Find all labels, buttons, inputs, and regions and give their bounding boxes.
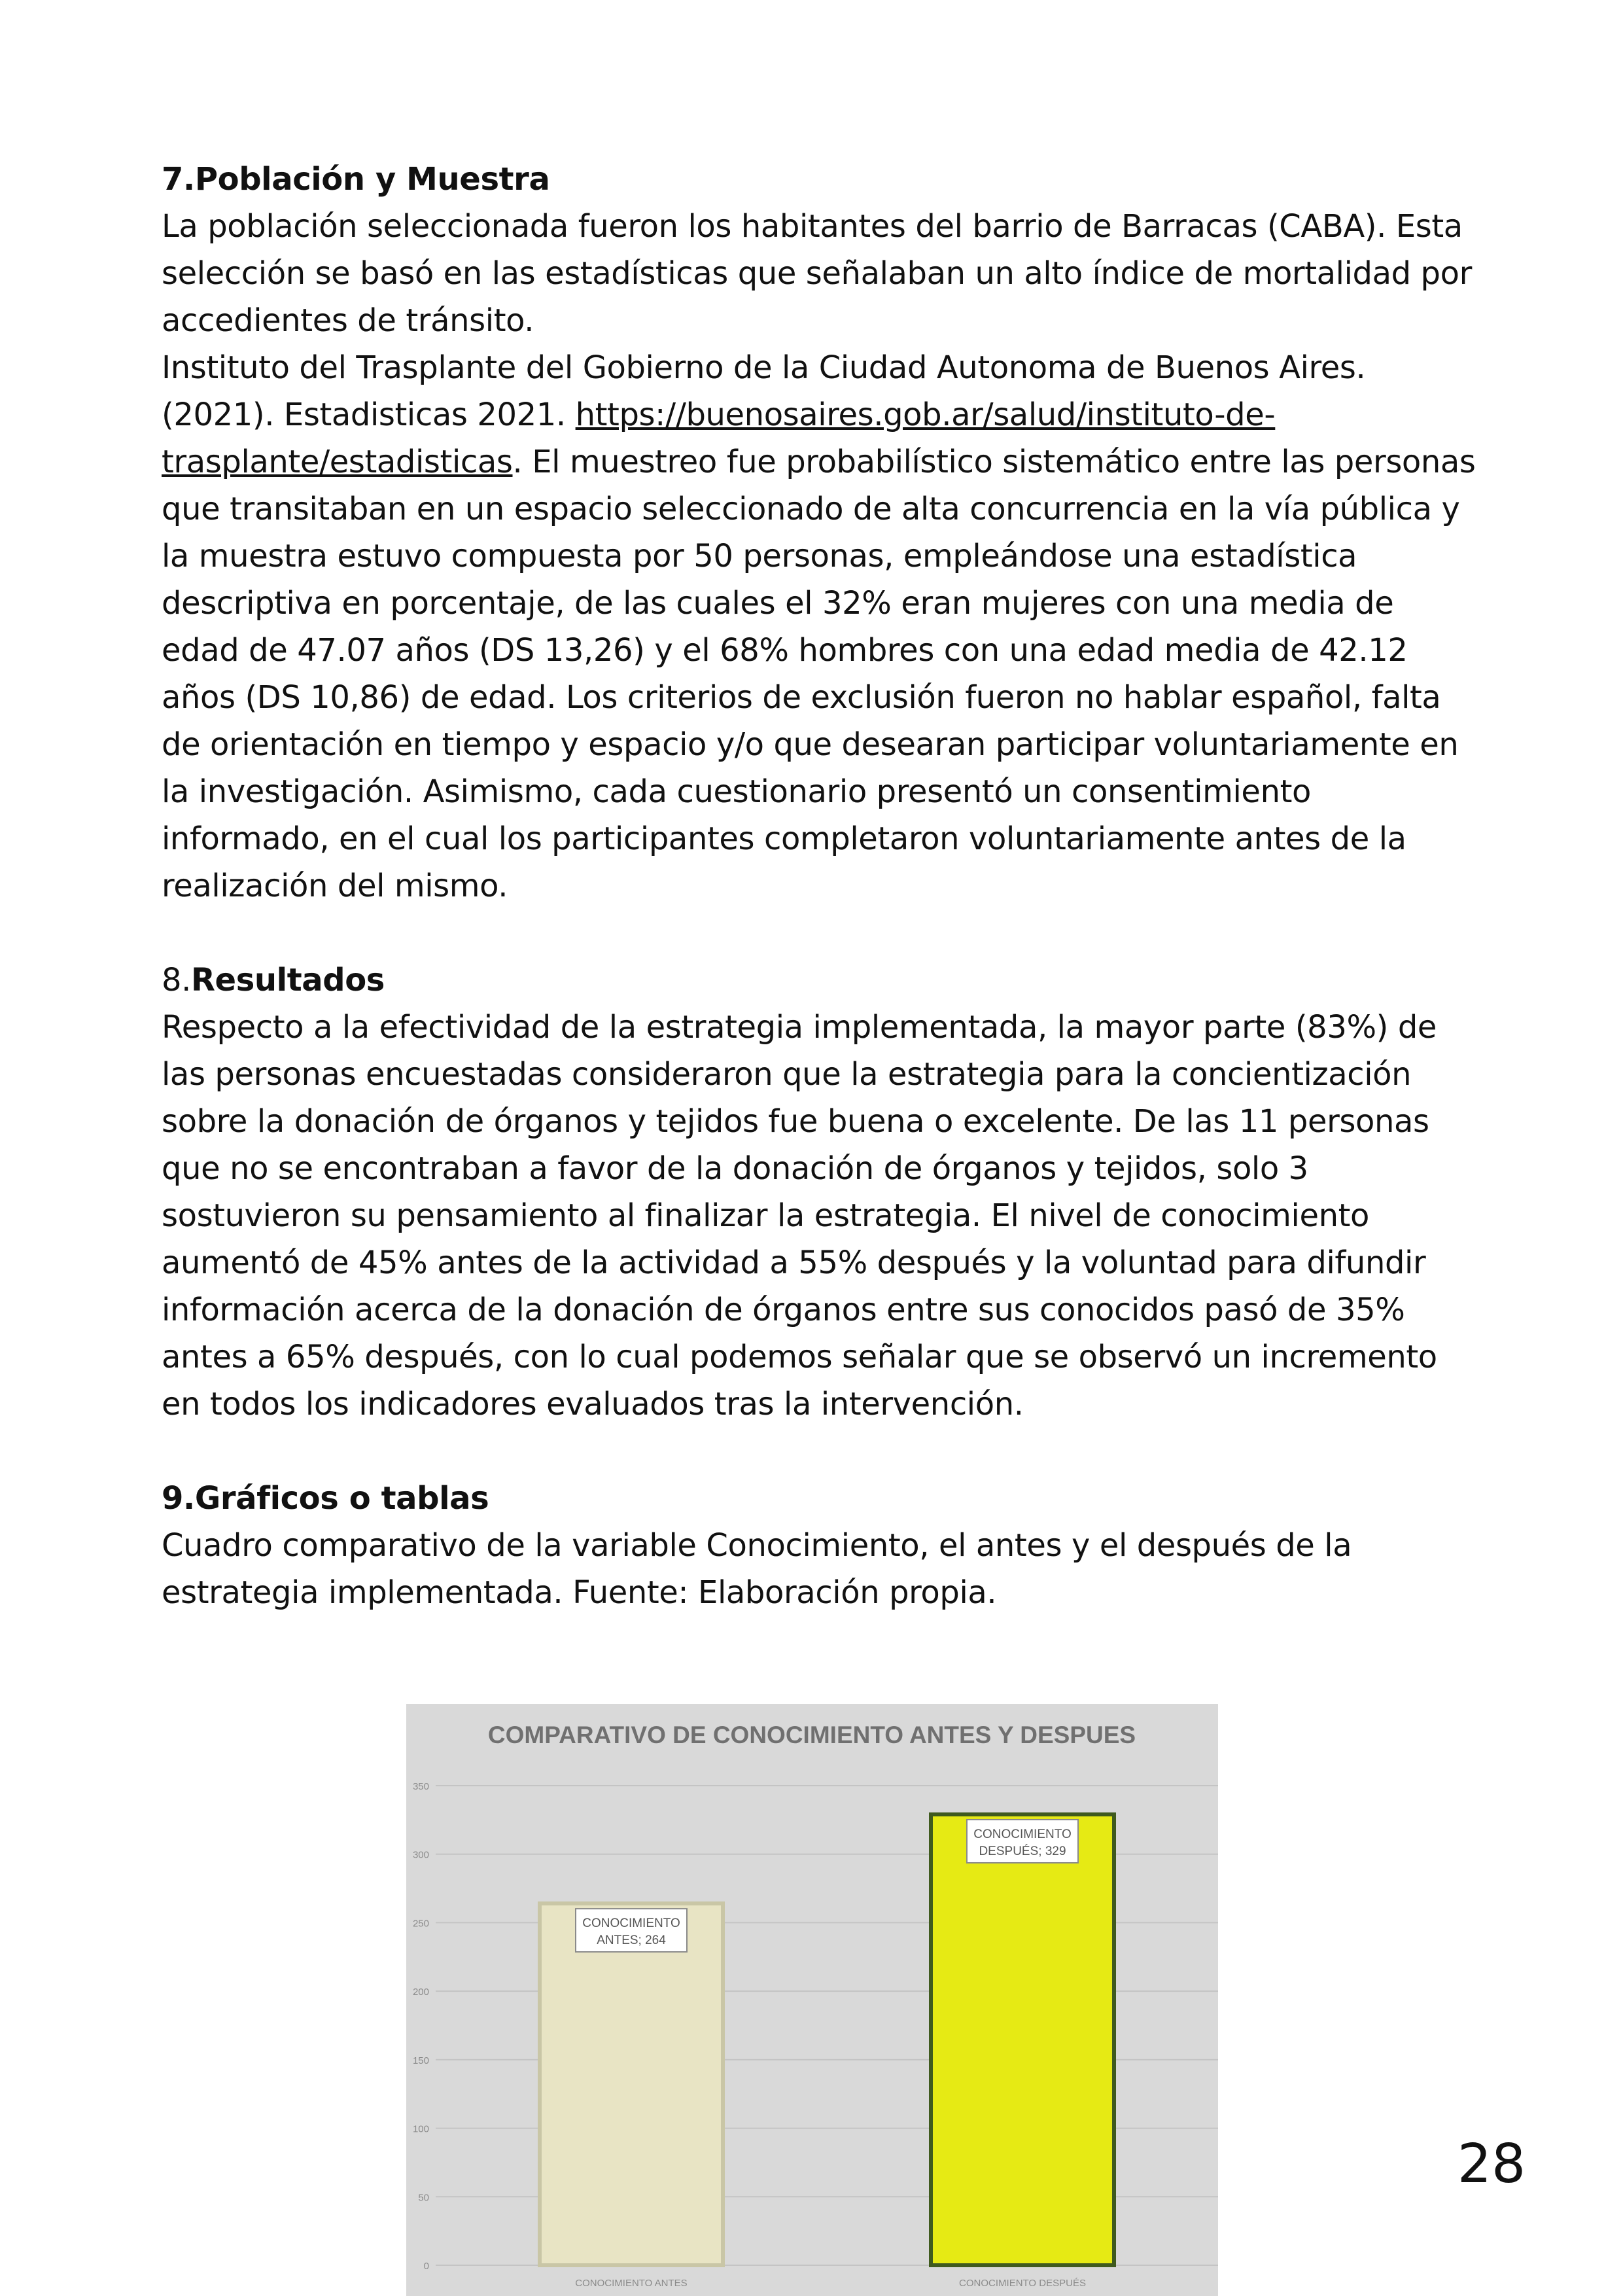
page-number: 28: [1457, 2133, 1526, 2195]
section-7-paragraph-2-text: . El muestreo fue probabilístico sistemático entre las personas que transitaban en un espacio seleccionado de alta concurrencia en la vía pública y la muestra estuvo compuesta por 50 personas, empleándose una estadística descriptiva en porcentaje, de las cuales el 32% eran mujeres con una media de edad de 47.07 años (DS 13,26) y el 68% hombres con una edad media de 42.12 años (DS 10,86) de edad. Los criterios de exclusión fueron no hablar español, falta de orientación en tiempo y espacio y/o que desearan participar voluntariamente en la investigación. Asimismo, cada cuestionario presentó un consentimiento informado, en el cual los participantes completaron voluntariamente antes de la realización del mismo.: [162, 444, 1476, 904]
section-7-paragraph-2: [162, 344, 1476, 910]
data-label-line2-1: DESPUÉS; 329: [979, 1844, 1066, 1858]
section-9-heading: 9.Gráficos o tablas: [162, 1480, 489, 1517]
y-tick-label-50: 50: [418, 2192, 429, 2204]
section-7-heading: 7.Población y Muestra: [162, 161, 550, 198]
chart-svg: [406, 1704, 1218, 2296]
y-tick-label-300: 300: [412, 1849, 429, 1861]
bar-0: [540, 1903, 723, 2265]
x-category-label-1: CONOCIMIENTO DESPUÉS: [959, 2278, 1086, 2289]
section-8-number: 8.: [162, 962, 191, 998]
section-7-citation: Instituto del Trasplante del Gobierno de la Ciudad Autonoma de Buenos Aires. (2021). Estadisticas 2021.: [162, 349, 1366, 433]
section-8-title: Resultados: [191, 962, 385, 998]
knowledge-comparison-chart: [406, 1704, 1218, 2296]
y-tick-label-150: 150: [412, 2055, 429, 2066]
y-tick-label-200: 200: [412, 1987, 429, 1998]
data-label-line1-0: CONOCIMIENTO: [582, 1916, 680, 1931]
y-tick-label-100: 100: [412, 2123, 429, 2135]
data-label-line1-1: CONOCIMIENTO: [973, 1827, 1072, 1841]
section-7-paragraph-1: La población seleccionada fueron los habitantes del barrio de Barracas (CABA). Esta selección se basó en las estadísticas que señalaban un alto índice de mortalidad por accedientes de tránsito.: [162, 208, 1472, 339]
x-category-label-0: CONOCIMIENTO ANTES: [575, 2278, 688, 2289]
section-8-heading: [162, 957, 1476, 1004]
data-label-line2-0: ANTES; 264: [597, 1934, 666, 1948]
y-tick-label-0: 0: [423, 2261, 429, 2272]
chart-title: COMPARATIVO DE CONOCIMIENTO ANTES Y DESPUES: [487, 1722, 1136, 1748]
y-tick-label-250: 250: [412, 1918, 429, 1930]
section-9-paragraph-1: Cuadro comparativo de la variable Conocimiento, el antes y el después de la estrategia implementada. Fuente: Elaboración propia.: [162, 1527, 1352, 1611]
bar-1: [931, 1814, 1114, 2265]
document-body: [162, 156, 1476, 1616]
statistics-link[interactable]: https://buenosaires.gob.ar/salud/instituto-de-trasplante/estadisticas: [162, 397, 1276, 480]
y-tick-label-350: 350: [412, 1781, 429, 1792]
section-8-paragraph-1: Respecto a la efectividad de la estrategia implementada, la mayor parte (83%) de las personas encuestadas consideraron que la estrategia para la concientización sobre la donación de órganos y tejidos fue buena o excelente. De las 11 personas que no se encontraban a favor de la donación de órganos y tejidos, solo 3 sostuvieron su pensamiento al finalizar la estrategia. El nivel de conocimiento aumentó de 45% antes de la actividad a 55% después y la voluntad para difundir información acerca de la donación de órganos entre sus conocidos pasó de 35% antes a 65% después, con lo cual podemos señalar que se observó un incremento en todos los indicadores evaluados tras la intervención.: [162, 1009, 1437, 1422]
